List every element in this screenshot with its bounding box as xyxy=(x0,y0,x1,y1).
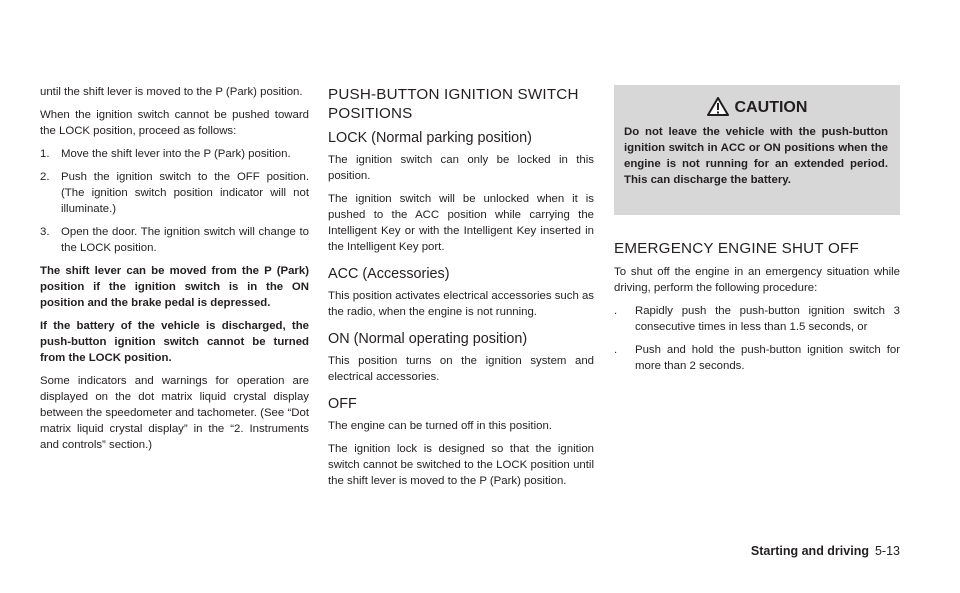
paragraph-off-1: The engine can be turned off in this position. xyxy=(328,420,552,432)
subheading-lock: LOCK (Normal parking position) xyxy=(328,130,532,146)
subheading-on: ON (Normal operating position) xyxy=(328,331,528,347)
step-item xyxy=(40,146,309,162)
paragraph-emergency-intro: To shut off the engine in an emergency situation while driving, perform the following procedure: xyxy=(614,266,900,294)
footer-section-title: Starting and driving xyxy=(750,544,869,558)
section-heading-positions: PUSH-BUTTON IGNITION SWITCH POSITIONS xyxy=(328,86,579,122)
page-number: 5-13 xyxy=(874,544,900,558)
subheading-off: OFF xyxy=(328,396,357,412)
warning-triangle-icon xyxy=(707,97,729,116)
paragraph-on: This position turns on the ignition system and electrical accessories. xyxy=(328,355,594,383)
bullet-mark: . xyxy=(614,344,618,356)
subheading-acc: ACC (Accessories) xyxy=(328,266,450,282)
step-item xyxy=(40,169,309,217)
emergency-bullets xyxy=(614,303,900,374)
middle-column xyxy=(328,85,594,496)
section-heading-emergency: EMERGENCY ENGINE SHUT OFF xyxy=(614,240,859,257)
caution-header xyxy=(614,97,900,118)
bullet-item xyxy=(614,303,900,335)
caution-label: CAUTION xyxy=(734,99,808,116)
caution-box xyxy=(614,85,900,215)
paragraph-lock-2: The ignition switch will be unlocked when it is pushed to the ACC position while carrying the Intelligent Key or with the Intelligent Key inserted in the Intelligent Key port. xyxy=(328,193,594,253)
bullet-mark: . xyxy=(614,305,618,317)
bullet-text: Rapidly push the push-button ignition switch 3 consecutive times in less than 1.5 seconds, or xyxy=(635,305,900,333)
step-text: Push the ignition switch to the OFF position. (The ignition switch position indicator will not illuminate.) xyxy=(61,171,309,215)
paragraph-acc: This position activates electrical accessories such as the radio, when the engine is not running. xyxy=(328,290,594,318)
step-text: Open the door. The ignition switch will change to the LOCK position. xyxy=(61,226,309,254)
bullet-item xyxy=(614,342,900,374)
left-column xyxy=(40,84,309,460)
paragraph-continuation: until the shift lever is moved to the P (Park) position. xyxy=(40,86,303,98)
bullet-text: Push and hold the push-button ignition switch for more than 2 seconds. xyxy=(635,344,900,372)
procedure-steps xyxy=(40,146,309,256)
paragraph-indicators: Some indicators and warnings for operation are displayed on the dot matrix liquid crystal display between the speedometer and tachometer. (See “Dot matrix liquid crystal display” in the “2. Instruments and controls” section.) xyxy=(40,375,309,451)
caution-text: Do not leave the vehicle with the push-button ignition switch in ACC or ON positions when the engine is not running for an extended period. This can discharge the battery. xyxy=(624,126,888,186)
paragraph-off-2: The ignition lock is designed so that the ignition switch cannot be switched to the LOCK position until the shift lever is moved to the P (Park) position. xyxy=(328,443,594,487)
bold-note-battery: If the battery of the vehicle is discharged, the push-button ignition switch cannot be turned from the LOCK position. xyxy=(40,320,309,364)
step-item xyxy=(40,224,309,256)
step-number: 1. xyxy=(40,148,50,160)
step-number: 2. xyxy=(40,171,50,183)
bold-note-shift-lever: The shift lever can be moved from the P (Park) position if the ignition switch is in the ON position and the brake pedal is depressed. xyxy=(40,265,309,309)
page-footer xyxy=(700,543,900,559)
step-text: Move the shift lever into the P (Park) position. xyxy=(61,148,291,160)
paragraph-lock-1: The ignition switch can only be locked in this position. xyxy=(328,154,594,182)
step-number: 3. xyxy=(40,226,50,238)
right-column xyxy=(614,85,900,381)
paragraph-lock-issue: When the ignition switch cannot be pushed toward the LOCK position, proceed as follows: xyxy=(40,109,309,137)
